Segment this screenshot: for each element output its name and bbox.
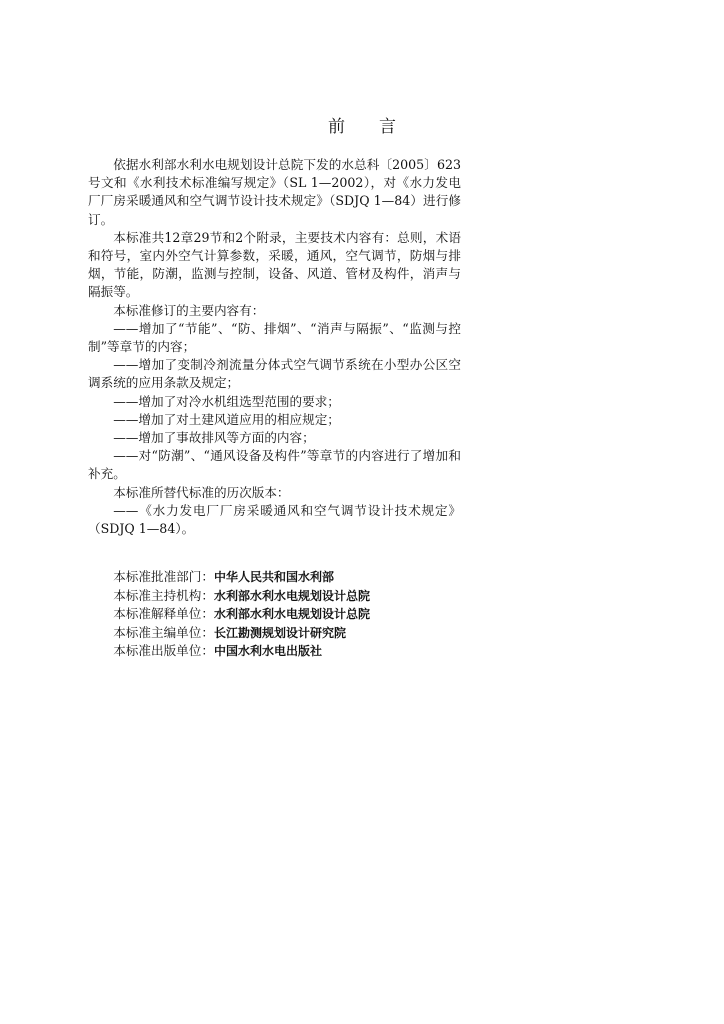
paragraph-basis: 依据水利部水利水电规划设计总院下发的水总科〔2005〕623号文和《水利技术标准编写规定》（SL 1—2002），对《水力发电厂厂房采暖通风和空气调节设计技术规定》（SDJQ 1—84）进行修订。 bbox=[88, 157, 461, 227]
info-line bbox=[88, 605, 461, 624]
revision-item: ——增加了变制冷剂流量分体式空气调节系统在小型办公区空调系统的应用条款及规定； bbox=[88, 357, 461, 391]
info-label: 本标准批准部门： bbox=[113, 569, 214, 584]
revision-item: ——增加了“节能”、“防、排烟”、“消声与隔振”、“监测与控制”等章节的内容； bbox=[88, 320, 461, 355]
standard-info bbox=[88, 568, 461, 661]
info-label: 本标准主持机构： bbox=[113, 587, 214, 603]
revision-item: ——增加了对冷水机组选型范围的要求； bbox=[113, 393, 340, 409]
info-value: 中华人民共和国水利部 bbox=[213, 570, 334, 584]
revision-item: ——增加了对土建风道应用的相应规定； bbox=[113, 411, 340, 427]
paragraph-revision-intro: 本标准修订的主要内容有： bbox=[113, 302, 265, 318]
title-char-2: 言 bbox=[379, 117, 396, 137]
info-value: 长江勘测规划设计研究院 bbox=[213, 625, 346, 640]
history-item: ——《水力发电厂厂房采暖通风和空气调节设计技术规定》（SDJQ 1—84）。 bbox=[88, 502, 461, 537]
info-label: 本标准主编单位： bbox=[113, 624, 214, 640]
info-value: 水利部水利水电规划设计总院 bbox=[213, 607, 370, 622]
info-value: 中国水利水电出版社 bbox=[213, 644, 322, 659]
info-line bbox=[88, 624, 461, 643]
revision-item: ——增加了事故排风等方面的内容； bbox=[113, 430, 315, 446]
paragraph-contents: 本标准共12章29节和2个附录，主要技术内容有：总则，术语和符号，室内外空气计算参数，采暖，通风，空气调节，防烟与排烟，节能，防潮，监测与控制，设备、风道、管材及构件，消声与隔振等。 bbox=[88, 229, 461, 300]
info-line bbox=[88, 642, 461, 661]
info-line bbox=[88, 587, 461, 606]
info-label: 本标准出版单位： bbox=[113, 643, 214, 659]
info-value: 水利部水利水电规划设计总院 bbox=[213, 588, 370, 603]
title-char-1: 前 bbox=[328, 117, 345, 137]
page-title bbox=[0, 112, 724, 137]
info-line bbox=[88, 568, 461, 587]
revision-item: ——对“防潮”、“通风设备及构件”等章节的内容进行了增加和补充。 bbox=[88, 448, 461, 482]
preface-body bbox=[88, 156, 461, 538]
info-label: 本标准解释单位： bbox=[113, 606, 214, 622]
history-heading: 本标准所替代标准的历次版本： bbox=[113, 484, 290, 500]
